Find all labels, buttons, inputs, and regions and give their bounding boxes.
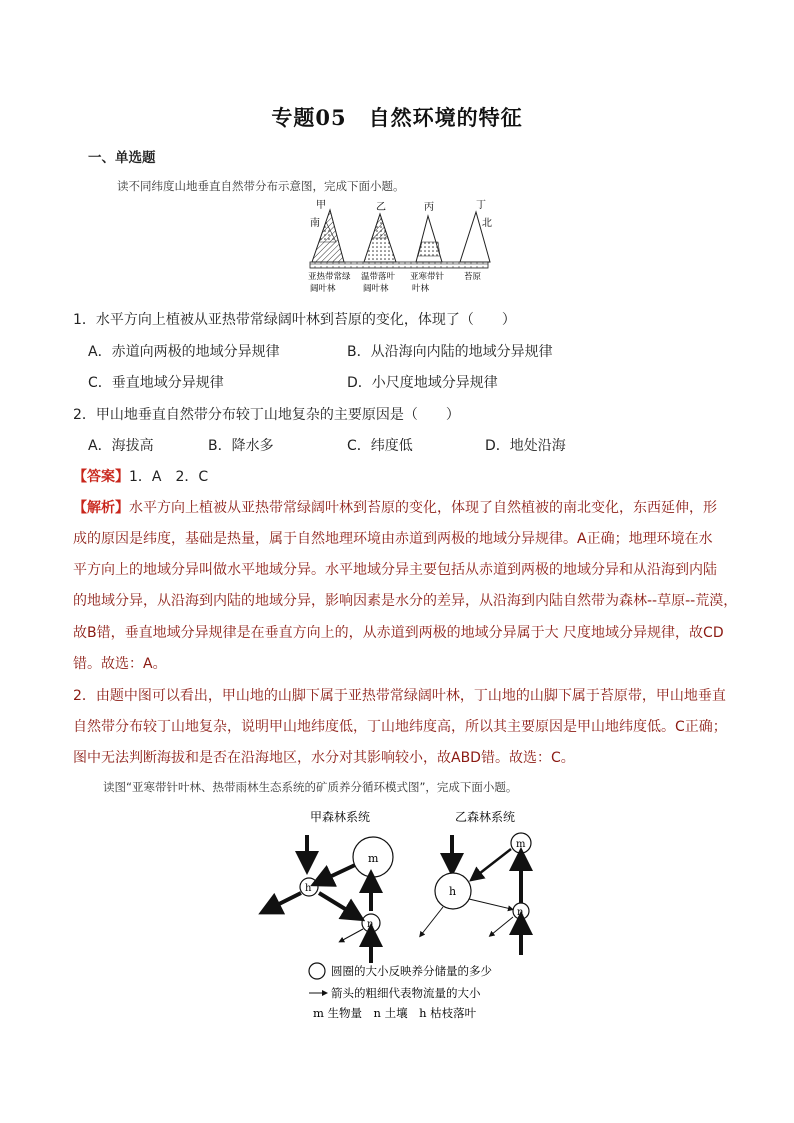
yi-h-label: h bbox=[449, 885, 457, 898]
analysis-line-8: 自然带分布较丁山地复杂，说明甲山地纬度低，丁山地纬度高，所以其主要原因是甲山地纬度低。C正确； bbox=[73, 719, 727, 735]
jia-m-to-h bbox=[321, 865, 355, 881]
analysis-line-6: 错。故选：A。 bbox=[73, 656, 167, 672]
analysis-line-2: 成的原因是纬度，基础是热量，属于自然地理环境由赤道到两极的地域分异规律。A正确；地理环境在水 bbox=[73, 531, 713, 547]
system-yi-title: 乙森林系统 bbox=[455, 810, 516, 824]
jia-h-to-n bbox=[319, 893, 355, 915]
page-title: 专题05 自然环境的特征 bbox=[271, 105, 523, 130]
question-1-option-d: D．小尺度地域分异规律 bbox=[347, 375, 498, 391]
yi-n-label: n bbox=[517, 907, 524, 918]
question-2-option-c: C．纬度低 bbox=[347, 438, 413, 454]
jia-h-out bbox=[269, 893, 301, 909]
question-1-stem: 1．水平方向上植被从亚热带常绿阔叶林到苔原的变化，体现了（ ） bbox=[73, 312, 516, 328]
zone-label-3a: 亚寒带针 bbox=[410, 272, 445, 282]
peak-label-ding: 丁 bbox=[476, 200, 486, 211]
yi-m-to-h bbox=[475, 849, 511, 877]
question-2-option-b: B．降水多 bbox=[208, 438, 274, 454]
analysis-line-3: 平方向上的地域分异叫做水平地域分异。水平地域分异主要包括从赤道到两极的地域分异和从沿海到内陆 bbox=[73, 562, 717, 578]
nutrient-cycle-figure bbox=[255, 805, 555, 1035]
question-1-option-c: C．垂直地域分异规律 bbox=[88, 375, 224, 391]
analysis-line-5: 故B错，垂直地域分异规律是在垂直方向上的，从赤道到两极的地域分异属于大 尺度地域分异规律，故CD bbox=[73, 625, 724, 641]
south-label: 南 bbox=[310, 218, 320, 229]
zone-label-4a: 苔原 bbox=[464, 272, 482, 282]
zone-label-2b: 阔叶林 bbox=[363, 284, 389, 294]
zone-label-2a: 温带落叶 bbox=[361, 272, 396, 282]
analysis-line-4: 的地域分异，从沿海到内陆的地域分异，影响因素是水分的差异，从沿海到内陆自然带为森林--草原--荒漠， bbox=[73, 593, 738, 609]
answer-line bbox=[73, 466, 208, 486]
peak-label-jia: 甲 bbox=[316, 200, 326, 211]
question-1-option-b: B．从沿海向内陆的地域分异规律 bbox=[347, 344, 553, 360]
intro-text-2: 读图“亚寒带针叶林、热带雨林生态系统的矿质养分循环模式图”，完成下面小题。 bbox=[103, 780, 518, 794]
jia-n-out bbox=[341, 929, 363, 941]
section-heading: 一、单选题 bbox=[88, 150, 156, 166]
jia-m-label: m bbox=[368, 852, 379, 865]
analysis-line-1: 水平方向上植被从亚热带常绿阔叶林到苔原的变化，体现了自然植被的南北变化，东西延伸，形 bbox=[129, 500, 717, 516]
analysis-line-9: 图中无法判断海拔和是否在沿海地区，水分对其影响较小，故ABD错。故选：C。 bbox=[73, 750, 575, 766]
peak-label-yi: 乙 bbox=[376, 202, 386, 213]
zone-label-1a: 亚热带常绿 bbox=[308, 272, 351, 282]
answer-tag: 【答案】 bbox=[73, 469, 129, 485]
question-2-option-a: A．海拔高 bbox=[88, 438, 154, 454]
question-2-option-d: D．地处沿海 bbox=[485, 438, 566, 454]
mountain-yi-belt bbox=[372, 214, 388, 238]
peak-label-bing: 丙 bbox=[424, 202, 434, 213]
intro-text-1: 读不同纬度山地垂直自然带分布示意图，完成下面小题。 bbox=[117, 179, 405, 193]
zone-label-1b: 阔叶林 bbox=[310, 284, 336, 294]
legend-arrow-text: 箭头的粗细代表物流量的大小 bbox=[331, 986, 481, 1000]
analysis-line-7: 2．由题中图可以看出，甲山地的山脚下属于亚热带常绿阔叶林，丁山地的山脚下属于苔原带，甲山地垂直 bbox=[73, 688, 726, 704]
answer-text: 1．A 2．C bbox=[129, 469, 209, 485]
ground-strip bbox=[310, 262, 488, 268]
analysis-first-line bbox=[73, 497, 717, 517]
system-jia-title: 甲森林系统 bbox=[310, 810, 371, 824]
analysis-tag: 【解析】 bbox=[73, 500, 129, 516]
question-2-stem: 2．甲山地垂直自然带分布较丁山地复杂的主要原因是（ ） bbox=[73, 407, 460, 423]
jia-n-label: n bbox=[367, 919, 374, 930]
question-1-option-a: A．赤道向两极的地域分异规律 bbox=[88, 344, 280, 360]
legend-circle-icon bbox=[309, 963, 325, 979]
yi-h-to-n bbox=[469, 899, 511, 909]
yi-n-out bbox=[491, 917, 513, 935]
yi-m-label: m bbox=[516, 839, 526, 850]
vertical-zonation-figure bbox=[300, 198, 500, 302]
legend-circle-text: 圆圈的大小反映养分储量的多少 bbox=[331, 964, 492, 978]
zone-label-3b: 叶林 bbox=[412, 284, 430, 294]
jia-h-label: h bbox=[305, 883, 312, 894]
mountain-bing-belt bbox=[418, 242, 440, 256]
legend-abbreviations: m 生物量 n 土壤 h 枯枝落叶 bbox=[313, 1006, 477, 1020]
yi-h-out bbox=[421, 907, 443, 935]
north-label: 北 bbox=[482, 218, 492, 229]
